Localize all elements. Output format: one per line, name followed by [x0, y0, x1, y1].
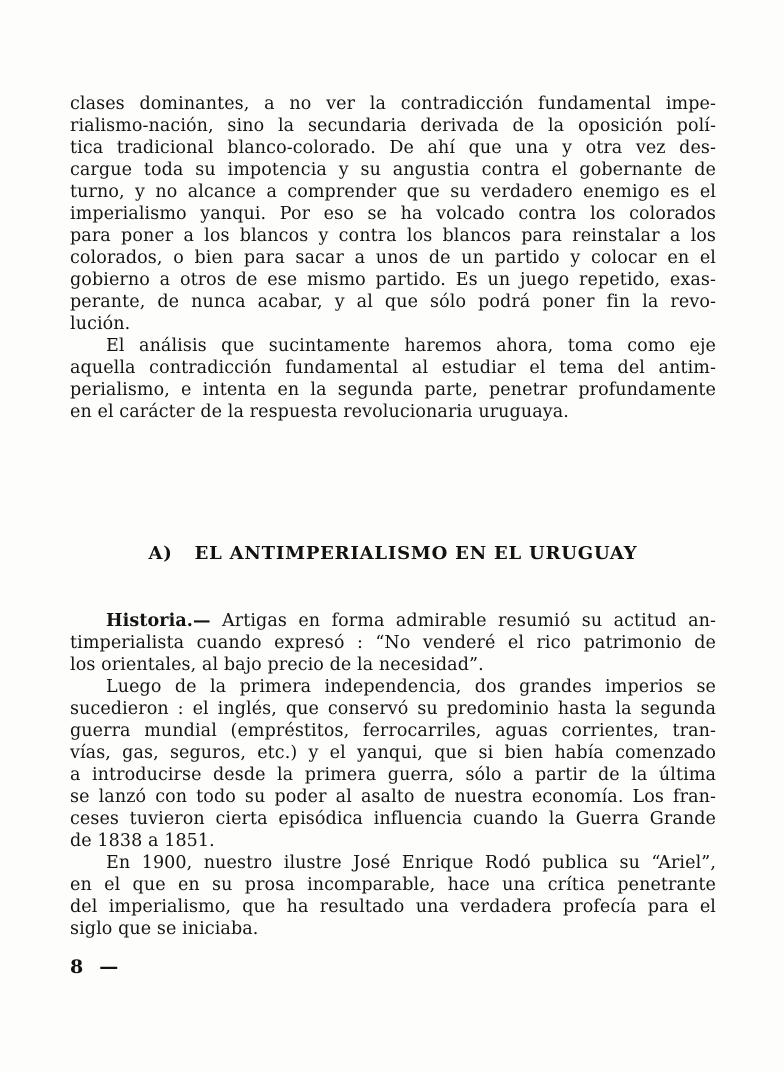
text-line: perante, de nunca acabar, y al que sólo podrá poner fin la revo-: [70, 292, 716, 312]
paragraph: [70, 335, 716, 423]
page-number: 8: [70, 956, 84, 978]
text-line: los orientales, al bajo precio de la necesidad”.: [70, 655, 484, 675]
text-line: turno, y no alcance a comprender que su verdadero enemigo es el: [70, 182, 716, 202]
text-line: timperialista cuando expresó : “No venderé el rico patrimonio de: [70, 633, 716, 653]
page-number-dash: —: [99, 956, 119, 978]
text-line: colorados, o bien para sacar a unos de un partido y colocar en el: [70, 248, 716, 268]
text-line: cargue toda su impotencia y su angustia contra el gobernante de: [70, 160, 716, 180]
page-footer: [70, 955, 784, 979]
text-line: del imperialismo, que ha resultado una verdadera profecía para el: [70, 897, 716, 917]
section-heading-title: EL ANTIMPERIALISMO EN EL URUGUAY: [194, 543, 638, 564]
text-line: de 1838 a 1851.: [70, 831, 215, 851]
section-heading: [70, 543, 716, 565]
text-line: siglo que se iniciaba.: [70, 919, 259, 939]
body-text-block: [70, 565, 716, 940]
text-line: perialismo, e intenta en la segunda parte, penetrar profundamente: [70, 380, 716, 400]
text-line: sucedieron : el inglés, que conservó su predominio hasta la segunda: [70, 699, 716, 719]
text-line: gobierno a otros de ese mismo partido. Es un juego repetido, exas-: [70, 270, 716, 290]
paragraph: [70, 852, 716, 940]
paragraph: [70, 93, 716, 335]
text-line: tica tradicional blanco-colorado. De ahí que una y otra vez des-: [70, 138, 716, 158]
paragraph-lead: Historia.—: [106, 611, 211, 631]
text-line: El análisis que sucintamente haremos ahora, toma como eje: [106, 336, 716, 356]
text-line: en el que en su prosa incomparable, hace una crítica penetrante: [70, 875, 716, 895]
paragraph: [70, 676, 716, 852]
text-line: se lanzó con todo su poder al asalto de nuestra economía. Los fran-: [70, 787, 716, 807]
text-line: en el carácter de la respuesta revolucionaria uruguaya.: [70, 402, 569, 422]
text-line: ceses tuvieron cierta episódica influencia cuando la Guerra Grande: [70, 809, 716, 829]
text-line: lución.: [70, 314, 131, 334]
section-heading-prefix: A): [148, 543, 173, 564]
text-line: Historia.— Artigas en forma admirable resumió su actitud an-: [106, 611, 716, 631]
text-line: a introducirse desde la primera guerra, sólo a partir de la última: [70, 765, 716, 785]
text-line: aquella contradicción fundamental al estudiar el tema del antim-: [70, 358, 716, 378]
paragraph: [70, 610, 716, 676]
text-line: vías, gas, seguros, etc.) y el yanqui, que si bien había comenzado: [70, 743, 716, 763]
top-text-block: [70, 0, 716, 423]
text-line: clases dominantes, a no ver la contradicción fundamental impe-: [70, 94, 716, 114]
text-line: Luego de la primera independencia, dos grandes imperios se: [106, 677, 716, 697]
text-line: En 1900, nuestro ilustre José Enrique Rodó publica su “Ariel”,: [106, 853, 716, 873]
text-line: guerra mundial (empréstitos, ferrocarriles, aguas corrientes, tran-: [70, 721, 716, 741]
text-line: rialismo-nación, sino la secundaria derivada de la oposición polí-: [70, 116, 716, 136]
text-line: para poner a los blancos y contra los blancos para reinstalar a los: [70, 226, 716, 246]
text-line: imperialismo yanqui. Por eso se ha volcado contra los colorados: [70, 204, 716, 224]
